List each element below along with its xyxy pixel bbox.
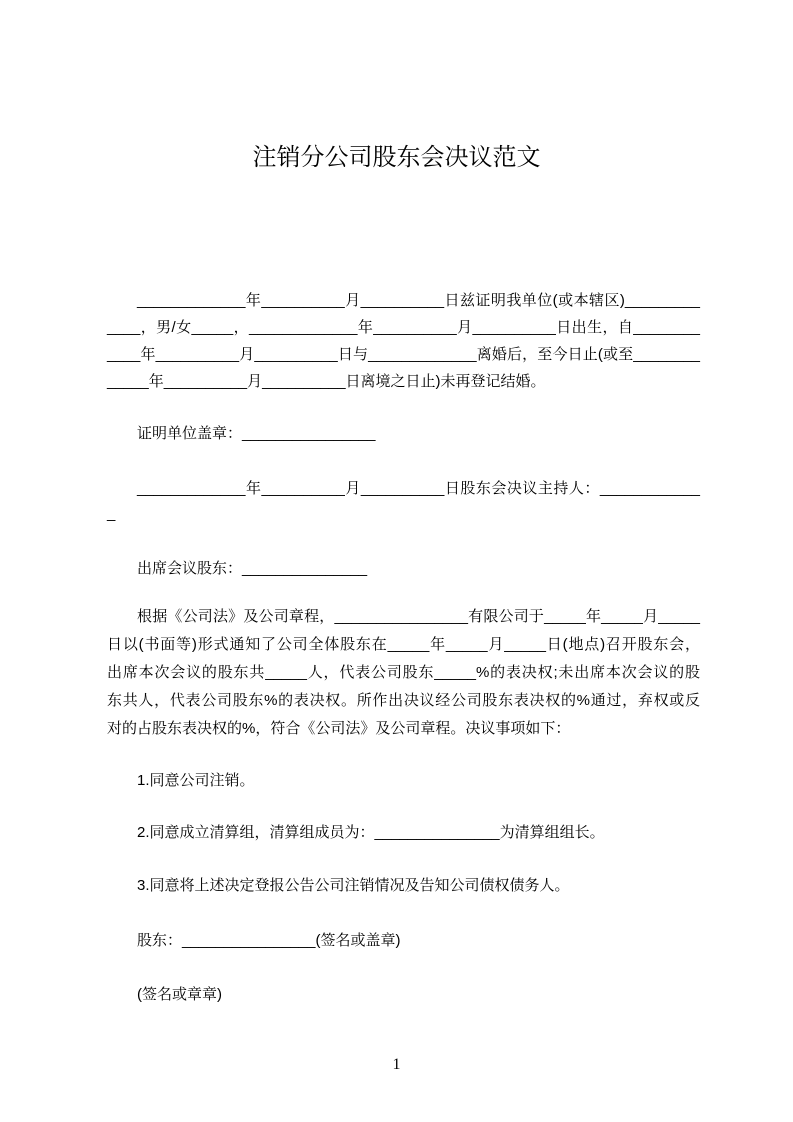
attendees-line: 出席会议股东：_______________	[137, 560, 368, 577]
certificate-line-2: ____，男/女_____，_____________年__________月__________日出生，自________	[107, 319, 700, 336]
page-number: 1	[392, 1056, 401, 1073]
resolution-intro-line-4: 东共人，代表公司股东%的表决权。所作出决议经公司股东表决权的%通过，弃权或反	[107, 692, 700, 709]
host-line-1: _____________年__________月__________日股东会决议主持人：____________	[137, 480, 700, 497]
resolution-intro-line-5: 对的占股东表决权的%，符合《公司法》及公司章程。决议事项如下：	[107, 720, 571, 737]
resolution-item-1: 1.同意公司注销。	[137, 772, 255, 789]
certificate-line-1: _____________年__________月__________日兹证明我单位(或本辖区)_________	[137, 292, 700, 309]
resolution-intro-line-1: 根据《公司法》及公司章程，________________有限公司于_____年_____月_____	[137, 608, 700, 625]
shareholder-signature-line: 股东：________________(签名或盖章)	[137, 932, 401, 949]
document-title: 注销分公司股东会决议范文	[252, 144, 541, 171]
seal-line: 证明单位盖章：________________	[137, 425, 376, 442]
resolution-item-2: 2.同意成立清算组，清算组成员为：_______________为清算组组长。	[137, 824, 605, 841]
signature-note: (签名或章章)	[137, 986, 222, 1003]
resolution-intro-line-2: 日以(书面等)形式通知了公司全体股东在_____年_____月_____日(地点)召开股东会，	[107, 636, 700, 653]
host-line-2: _	[107, 505, 116, 522]
resolution-intro-line-3: 出席本次会议的股东共_____人，代表公司股东_____%的表决权;未出席本次会议的股	[107, 664, 700, 681]
resolution-item-3: 3.同意将上述决定登报公告公司注销情况及告知公司债权债务人。	[137, 877, 570, 894]
certificate-line-4: _____年__________月__________日离境之日止)未再登记结婚。	[107, 373, 546, 390]
certificate-line-3: ____年__________月__________日与_____________离婚后，至今日止(或至________	[107, 346, 700, 363]
